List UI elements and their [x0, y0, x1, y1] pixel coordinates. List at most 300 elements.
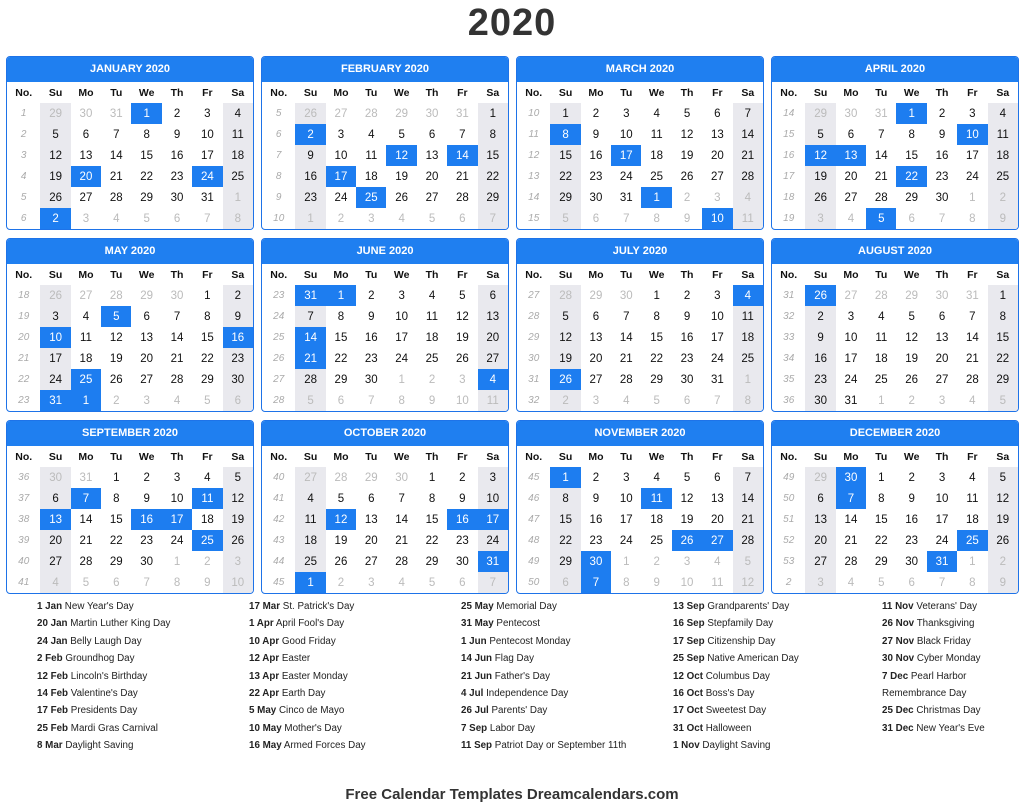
holiday-day-cell: 31	[40, 390, 70, 411]
holiday-column	[882, 598, 1012, 737]
holiday-item	[249, 737, 449, 754]
holiday-name: April Fool's Day	[275, 618, 345, 630]
day-cell: 21	[455, 170, 469, 183]
week-row	[772, 551, 1018, 572]
week-number: 30	[528, 353, 540, 364]
holiday-day-cell: 10	[40, 327, 70, 348]
day-cell: 17	[710, 331, 724, 344]
weekday-header: Fr	[457, 268, 468, 281]
day-cell: 23	[140, 534, 154, 547]
holiday-day-cell: 7	[581, 572, 611, 593]
day-cell: 15	[650, 331, 664, 344]
day-cell: 6	[714, 107, 721, 120]
day-cell: 23	[295, 187, 325, 208]
weekday-header: No.	[15, 450, 33, 463]
day-cell: 3	[623, 107, 630, 120]
holiday-column	[673, 598, 873, 755]
week-number: 9	[275, 192, 282, 203]
holiday-name: Columbus Day	[705, 670, 770, 682]
day-cell: 10	[200, 128, 214, 141]
week-row	[517, 187, 763, 208]
holiday-day-cell: 17	[326, 166, 356, 187]
day-cell: 4	[733, 187, 763, 208]
week-row	[7, 145, 253, 166]
weekday-header: Sa	[486, 86, 500, 99]
weekday-header: Th	[935, 450, 949, 463]
week-row	[772, 124, 1018, 145]
day-cell: 20	[935, 352, 949, 365]
week-number: 10	[273, 213, 285, 224]
holiday-name: Valentine's Day	[70, 688, 138, 700]
day-cell: 5	[428, 576, 436, 589]
day-cell: 4	[40, 572, 70, 593]
day-cell: 18	[733, 327, 763, 348]
month-header: MAY 2020	[7, 239, 253, 264]
weekday-header: Su	[813, 86, 828, 99]
weekday-header: Mo	[333, 86, 349, 99]
weekday-header: We	[903, 86, 920, 99]
day-cell: 11	[365, 149, 378, 162]
day-cell: 29	[988, 369, 1018, 390]
day-cell: 12	[550, 327, 580, 348]
day-cell: 25	[295, 551, 325, 572]
week-row	[7, 285, 253, 306]
footer[interactable]	[0, 786, 1024, 803]
weekday-header: We	[648, 450, 665, 463]
day-cell: 16	[589, 513, 603, 526]
day-cell: 20	[140, 352, 154, 365]
day-cell: 24	[478, 530, 508, 551]
holiday-item	[37, 685, 237, 702]
week-number: 32	[783, 311, 795, 322]
day-cell: 7	[459, 128, 466, 141]
day-cell: 5	[908, 310, 915, 323]
day-cell: 5	[428, 212, 436, 225]
week-row	[7, 467, 253, 488]
holiday-column	[461, 598, 661, 755]
month-april	[771, 56, 1019, 230]
holiday-day-cell: 2	[40, 208, 70, 229]
holiday-day-cell: 7	[836, 488, 866, 509]
day-cell: 9	[683, 310, 691, 323]
weekday-header: Su	[48, 86, 63, 99]
day-cell: 21	[395, 534, 409, 547]
day-cell: 19	[455, 331, 469, 344]
day-cell: 9	[988, 208, 1018, 229]
week-row	[517, 390, 763, 411]
month-header: JUNE 2020	[262, 239, 508, 264]
day-cell: 5	[550, 208, 580, 229]
day-cell: 24	[334, 191, 348, 204]
day-cell: 27	[710, 170, 724, 183]
week-row	[517, 369, 763, 390]
day-cell: 27	[334, 107, 348, 120]
day-cell: 29	[650, 373, 664, 386]
week-row	[262, 166, 508, 187]
day-cell: 30	[619, 289, 633, 302]
day-cell: 30	[680, 373, 694, 386]
day-cell: 24	[710, 352, 724, 365]
day-cell: 10	[223, 572, 253, 593]
day-cell: 27	[805, 551, 835, 572]
day-cell: 16	[589, 149, 603, 162]
day-cell: 20	[40, 530, 70, 551]
day-cell: 14	[619, 331, 633, 344]
day-cell: 27	[844, 289, 858, 302]
holiday-item	[249, 702, 449, 719]
month-december	[771, 420, 1019, 594]
week-number: 4	[20, 171, 27, 182]
weekday-header: Sa	[486, 450, 500, 463]
day-cell: 2	[459, 471, 466, 484]
holiday-date: 12 Oct	[673, 670, 703, 682]
holiday-day-cell: 2	[295, 124, 325, 145]
holiday-day-cell: 13	[836, 145, 866, 166]
day-cell: 2	[592, 471, 600, 484]
day-cell: 4	[398, 212, 405, 225]
day-cell: 5	[223, 467, 253, 488]
day-cell: 15	[425, 513, 439, 526]
day-cell: 8	[113, 492, 120, 505]
week-number: 18	[18, 290, 30, 301]
day-cell: 13	[364, 513, 378, 526]
day-cell: 17	[965, 149, 979, 162]
day-cell: 4	[295, 488, 325, 509]
weekday-header: We	[138, 268, 155, 281]
weekday-header: Mo	[78, 268, 94, 281]
day-cell: 2	[592, 107, 600, 120]
holiday-date: 11 Nov	[882, 601, 914, 612]
holiday-item	[249, 633, 449, 650]
week-row	[7, 327, 253, 348]
day-cell: 19	[905, 352, 919, 365]
day-cell: 5	[805, 124, 835, 145]
day-cell: 23	[170, 170, 184, 183]
week-row	[772, 348, 1018, 369]
holiday-item	[37, 598, 237, 615]
day-cell: 18	[364, 170, 378, 183]
week-number: 51	[783, 514, 795, 525]
month-february	[261, 56, 509, 230]
week-row	[772, 103, 1018, 124]
weekday-header: Mo	[588, 86, 604, 99]
day-cell: 28	[550, 285, 580, 306]
week-number: 26	[273, 353, 285, 364]
day-cell: 15	[140, 149, 154, 162]
holiday-day-cell: 31	[295, 285, 325, 306]
day-cell: 10	[619, 128, 633, 141]
day-cell: 29	[589, 289, 603, 302]
day-cell: 9	[204, 576, 211, 589]
holiday-name: Cinco de Mayo	[278, 705, 345, 717]
day-cell: 9	[938, 128, 946, 141]
day-cell: 7	[295, 306, 325, 327]
week-number: 28	[528, 311, 540, 322]
day-cell: 8	[398, 394, 405, 407]
day-cell: 22	[425, 534, 439, 547]
week-row	[262, 467, 508, 488]
day-cell: 7	[478, 208, 508, 229]
holiday-day-cell: 24	[192, 166, 222, 187]
holiday-day-cell: 25	[71, 369, 101, 390]
week-number: 12	[528, 150, 540, 161]
week-number: 25	[273, 332, 285, 343]
holiday-date: 16 May	[249, 740, 282, 752]
weekday-header: Tu	[620, 268, 633, 281]
day-cell: 30	[395, 471, 409, 484]
week-number: 16	[783, 150, 795, 161]
weekday-header: Su	[303, 450, 318, 463]
day-cell: 2	[143, 471, 150, 484]
week-row	[517, 285, 763, 306]
holiday-name: Veterans' Day	[916, 601, 978, 612]
week-row	[262, 348, 508, 369]
day-cell: 13	[710, 492, 724, 505]
month-november	[516, 420, 764, 594]
day-cell: 7	[938, 576, 946, 589]
week-number: 52	[783, 535, 795, 546]
day-cell: 13	[935, 331, 949, 344]
week-row	[772, 467, 1018, 488]
day-cell: 15	[874, 513, 888, 526]
day-cell: 26	[905, 373, 919, 386]
holiday-item	[461, 737, 661, 754]
holiday-date: 26 Nov	[882, 618, 915, 630]
holiday-date: 4 Jul	[461, 688, 484, 700]
week-number: 23	[273, 290, 285, 301]
holiday-name: Pentecost Monday	[489, 635, 571, 647]
day-cell: 30	[40, 467, 70, 488]
week-number: 7	[275, 150, 282, 161]
week-number: 24	[273, 311, 285, 322]
day-cell: 29	[805, 467, 835, 488]
day-cell: 15	[109, 513, 123, 526]
day-cell: 30	[223, 369, 253, 390]
day-cell: 14	[965, 331, 979, 344]
weekday-header: Mo	[843, 86, 859, 99]
holiday-name: Mother's Day	[284, 722, 342, 734]
day-cell: 4	[82, 310, 90, 323]
day-cell: 28	[295, 369, 325, 390]
day-cell: 1	[733, 369, 763, 390]
day-cell: 26	[680, 170, 694, 183]
weekday-header: Tu	[620, 86, 633, 99]
day-cell: 7	[173, 310, 181, 323]
holiday-day-cell: 1	[550, 467, 580, 488]
day-cell: 21	[109, 170, 123, 183]
week-number: 29	[528, 332, 540, 343]
day-cell: 12	[223, 488, 253, 509]
holiday-date: 25 Sep	[673, 653, 705, 665]
holiday-day-cell: 16	[131, 509, 161, 530]
holiday-date: 21 Jun	[461, 670, 493, 682]
day-cell: 13	[79, 149, 93, 162]
weekday-header: Tu	[110, 86, 123, 99]
week-number: 38	[18, 514, 30, 525]
day-cell: 28	[844, 555, 858, 568]
holiday-day-cell: 10	[957, 124, 987, 145]
day-cell: 27	[589, 373, 603, 386]
day-cell: 4	[368, 128, 375, 141]
day-cell: 30	[170, 289, 184, 302]
day-cell: 26	[395, 191, 409, 204]
day-cell: 18	[874, 352, 888, 365]
holiday-item	[461, 598, 661, 615]
holiday-date: 25 Dec	[882, 705, 914, 717]
weekday-header: Sa	[741, 86, 755, 99]
holiday-item	[461, 615, 661, 632]
weekday-header: Fr	[712, 268, 723, 281]
day-cell: 22	[109, 534, 123, 547]
day-cell: 31	[619, 191, 633, 204]
day-cell: 18	[650, 513, 664, 526]
week-number: 5	[20, 192, 27, 203]
day-cell: 5	[683, 107, 691, 120]
day-cell: 6	[592, 310, 600, 323]
day-cell: 6	[459, 212, 466, 225]
day-cell: 5	[143, 212, 150, 225]
weekday-header: Th	[680, 268, 694, 281]
week-row	[772, 488, 1018, 509]
weekday-header: Tu	[365, 268, 378, 281]
day-cell: 19	[680, 149, 694, 162]
day-cell: 1	[478, 103, 508, 124]
day-cell: 10	[334, 149, 348, 162]
day-cell: 26	[295, 103, 325, 124]
day-cell: 10	[935, 492, 949, 505]
day-cell: 31	[455, 107, 469, 120]
day-cell: 29	[140, 289, 154, 302]
weekday-header: Su	[48, 268, 63, 281]
day-cell: 14	[170, 331, 184, 344]
holiday-item	[673, 685, 873, 702]
holiday-name: Daylight Saving	[702, 740, 771, 752]
week-number: 14	[528, 192, 540, 203]
day-cell: 31	[109, 107, 123, 120]
holiday-name: Citizenship Day	[707, 635, 776, 647]
day-cell: 4	[398, 576, 405, 589]
day-cell: 8	[653, 212, 660, 225]
day-cell: 2	[908, 471, 915, 484]
day-cell: 29	[874, 555, 888, 568]
day-cell: 5	[878, 576, 885, 589]
week-row	[772, 166, 1018, 187]
day-cell: 3	[938, 471, 946, 484]
weekday-header: Mo	[843, 268, 859, 281]
day-cell: 22	[650, 352, 664, 365]
day-cell: 6	[113, 576, 120, 589]
week-row	[7, 369, 253, 390]
holiday-day-cell: 5	[101, 306, 131, 327]
weekday-header: Th	[680, 450, 694, 463]
day-cell: 7	[714, 394, 721, 407]
week-row	[772, 145, 1018, 166]
day-cell: 16	[364, 331, 378, 344]
day-cell: 8	[204, 310, 211, 323]
week-number: 37	[18, 493, 30, 504]
day-cell: 6	[847, 128, 855, 141]
weekday-header: No.	[780, 268, 798, 281]
day-cell: 10	[395, 310, 409, 323]
day-cell: 6	[908, 212, 915, 225]
day-cell: 23	[364, 352, 378, 365]
day-cell: 4	[428, 289, 436, 302]
day-cell: 11	[478, 390, 508, 411]
holiday-date: 26 Jul	[461, 705, 489, 717]
holiday-day-cell: 16	[447, 509, 477, 530]
month-october	[261, 420, 509, 594]
day-cell: 29	[395, 107, 409, 120]
week-row	[517, 208, 763, 229]
week-number: 10	[528, 108, 540, 119]
holiday-day-cell: 1	[896, 103, 926, 124]
holiday-date: 16 Oct	[673, 688, 703, 700]
weekday-header: We	[138, 450, 155, 463]
day-cell: 30	[935, 191, 949, 204]
day-cell: 5	[988, 467, 1018, 488]
day-cell: 28	[874, 191, 888, 204]
footer-prefix: Free Calendar Templates	[345, 786, 527, 803]
day-cell: 5	[733, 551, 763, 572]
week-number: 31	[528, 374, 540, 385]
day-cell: 12	[905, 331, 919, 344]
weekday-header: We	[648, 268, 665, 281]
week-number: 46	[528, 493, 540, 504]
week-row	[262, 327, 508, 348]
weekday-header: Sa	[741, 450, 755, 463]
week-number: 36	[18, 472, 30, 483]
week-row	[7, 187, 253, 208]
day-cell: 19	[334, 534, 348, 547]
weekday-header: No.	[525, 268, 543, 281]
holiday-name: Flag Day	[494, 653, 534, 665]
holiday-item	[37, 633, 237, 650]
weekday-header: Fr	[967, 86, 978, 99]
holiday-name: Sweetest Day	[705, 705, 767, 717]
holiday-item	[461, 685, 661, 702]
day-cell: 2	[204, 555, 211, 568]
day-cell: 9	[805, 327, 835, 348]
day-cell: 26	[40, 285, 70, 306]
holiday-day-cell: 30	[836, 467, 866, 488]
day-cell: 7	[733, 467, 763, 488]
day-cell: 26	[223, 530, 253, 551]
weekday-header: No.	[780, 450, 798, 463]
day-cell: 22	[550, 166, 580, 187]
day-cell: 1	[969, 555, 976, 568]
week-row	[772, 572, 1018, 593]
day-cell: 6	[40, 488, 70, 509]
day-cell: 17	[395, 331, 409, 344]
week-row	[517, 145, 763, 166]
weekday-header: Tu	[365, 450, 378, 463]
week-number: 8	[275, 171, 282, 182]
footer-site-link[interactable]: Dreamcalendars.com	[526, 786, 679, 803]
day-cell: 1	[550, 103, 580, 124]
day-cell: 7	[733, 103, 763, 124]
weekday-header: Su	[303, 86, 318, 99]
day-cell: 27	[140, 373, 154, 386]
day-cell: 29	[334, 373, 348, 386]
week-number: 40	[18, 556, 30, 567]
weekday-header: Sa	[996, 86, 1010, 99]
day-cell: 20	[364, 534, 378, 547]
holiday-name: Pearl Harbor Remembrance Day	[882, 670, 967, 700]
day-cell: 4	[969, 394, 976, 407]
day-cell: 18	[200, 513, 214, 526]
holiday-item	[673, 598, 873, 615]
day-cell: 9	[459, 492, 466, 505]
